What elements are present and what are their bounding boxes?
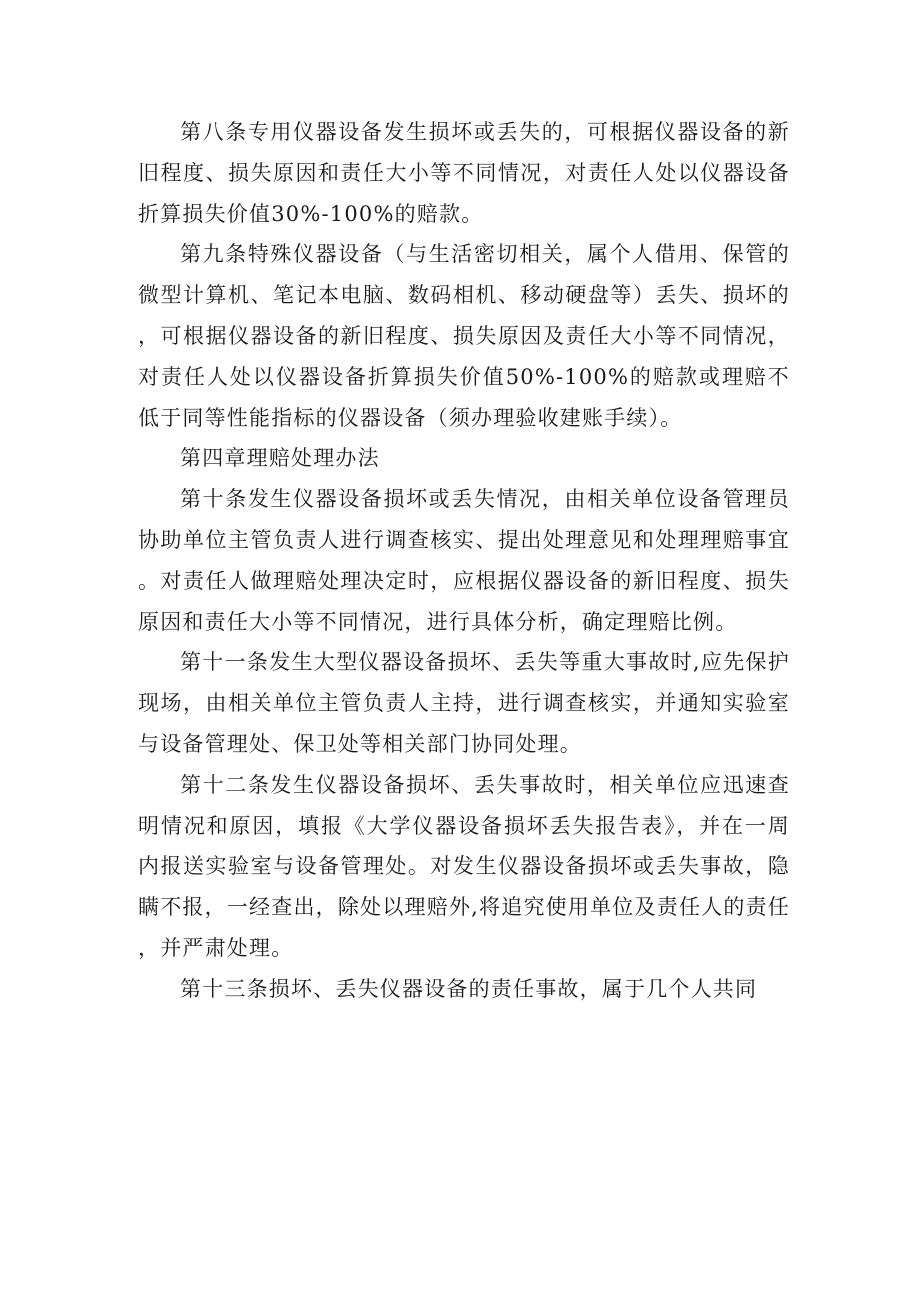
- article-9-paragraph: 第九条特殊仪器设备（与生活密切相关，属个人借用、保管的微型计算机、笔记本电脑、数码相机、移动硬盘等）丢失、损坏的，可根据仪器设备的新旧程度、损失原因及责任大小等不同情况，对责任人处以仪器设备折算损失价值50%-100%的赔款或理赔不低于同等性能指标的仪器设备（须办理验收建账手续）。: [138, 242, 790, 430]
- chapter-4-heading: 第四章理赔处理办法: [180, 446, 380, 471]
- article-11-paragraph: 第十一条发生大型仪器设备损坏、丢失等重大事故时,应先保护现场，由相关单位主管负责人主持，进行调查核实，并通知实验室与设备管理处、保卫处等相关部门协同处理。: [138, 650, 790, 756]
- article-10-paragraph: 第十条发生仪器设备损坏或丢失情况，由相关单位设备管理员协助单位主管负责人进行调查核实、提出处理意见和处理理赔事宜。对责任人做理赔处理决定时，应根据仪器设备的新旧程度、损失原因和责任大小等不同情况，进行具体分析，确定理赔比例。: [138, 487, 790, 634]
- article-12-paragraph: 第十二条发生仪器设备损坏、丢失事故时，相关单位应迅速查明情况和原因，填报《大学仪器设备损坏丢失报告表》，并在一周内报送实验室与设备管理处。对发生仪器设备损坏或丢失事故，隐瞒不报，一经查出，除处以理赔外,将追究使用单位及责任人的责任，并严肃处理。: [138, 772, 790, 960]
- document-body: [138, 112, 790, 1010]
- article-13-paragraph: 第十三条损坏、丢失仪器设备的责任事故，属于几个人共同: [180, 976, 758, 1001]
- article-8-paragraph: 第八条专用仪器设备发生损坏或丢失的，可根据仪器设备的新旧程度、损失原因和责任大小等不同情况，对责任人处以仪器设备折算损失价值30%-100%的赔款。: [138, 120, 790, 226]
